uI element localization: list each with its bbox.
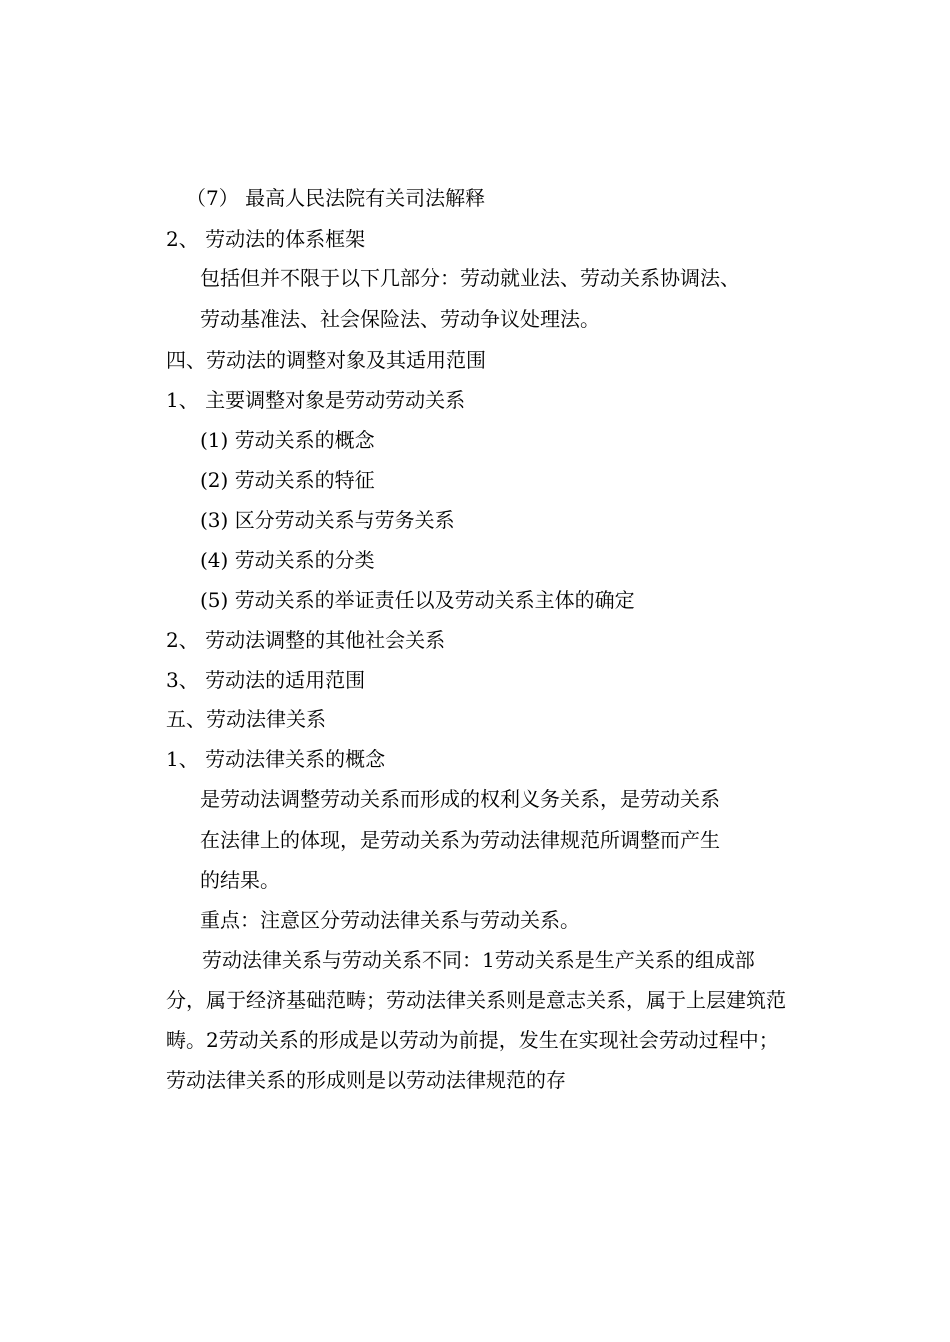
- chapter-heading: 四、劳动法的调整对象及其适用范围: [166, 348, 486, 372]
- body-text: 是劳动法调整劳动关系而形成的权利义务关系，是劳动关系: [200, 787, 720, 811]
- list-item: （7） 最高人民法院有关司法解释: [186, 186, 486, 210]
- body-paragraph: 劳动法律关系与劳动关系不同：1劳动关系是生产关系的组成部分，属于经济基础范畴；劳动法律关系则是意志关系，属于上层建筑范畴。2劳动关系的形成是以劳动为前提，发生在实现社会劳动过程中；劳动法律关系的形成则是以劳动法律规范的存: [166, 948, 786, 1092]
- list-item: (2) 劳动关系的特征: [200, 468, 375, 492]
- body-text: 在法律上的体现，是劳动关系为劳动法律规范所调整而产生: [200, 828, 720, 852]
- list-item: (1) 劳动关系的概念: [200, 428, 375, 452]
- section-heading: 3、 劳动法的适用范围: [166, 668, 366, 692]
- body-text: 包括但并不限于以下几部分：劳动就业法、劳动关系协调法、: [200, 266, 740, 290]
- section-heading: 2、 劳动法的体系框架: [166, 227, 366, 251]
- chapter-heading: 五、劳动法律关系: [166, 707, 326, 731]
- body-text: 的结果。: [200, 868, 280, 892]
- list-item: (5) 劳动关系的举证责任以及劳动关系主体的确定: [200, 588, 635, 612]
- section-heading: 2、 劳动法调整的其他社会关系: [166, 628, 446, 652]
- body-text: 劳动基准法、社会保险法、劳动争议处理法。: [200, 307, 600, 331]
- section-heading: 1、 主要调整对象是劳动劳动关系: [166, 388, 466, 412]
- list-item: (3) 区分劳动关系与劳务关系: [200, 508, 455, 532]
- body-text: 重点：注意区分劳动法律关系与劳动关系。: [200, 908, 580, 932]
- section-heading: 1、 劳动法律关系的概念: [166, 747, 386, 771]
- list-item: (4) 劳动关系的分类: [200, 548, 375, 572]
